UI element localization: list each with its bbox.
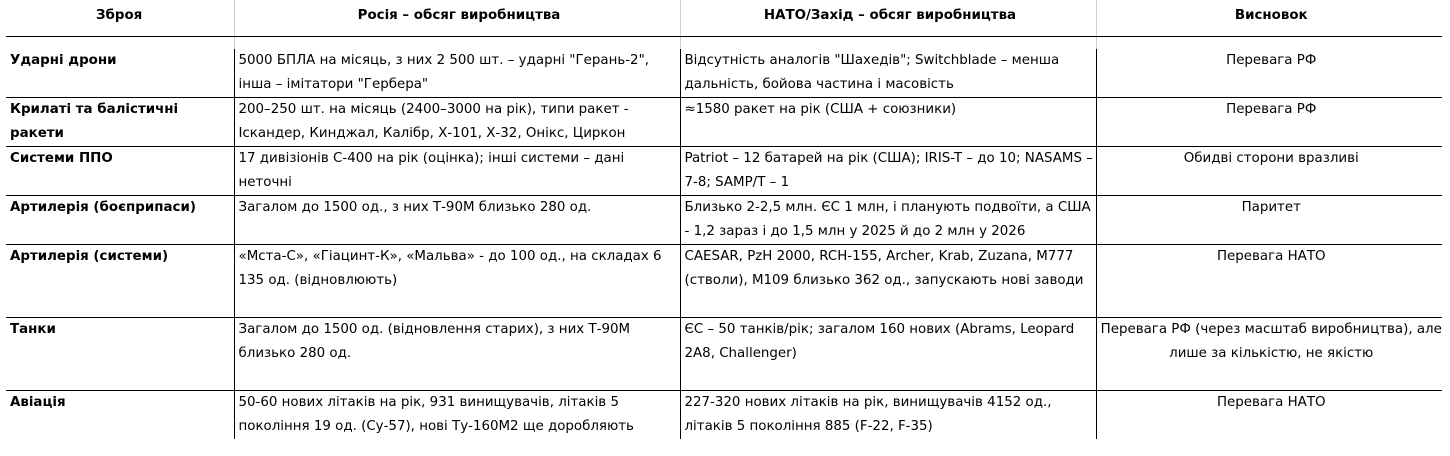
weapon-cell: Авіація — [6, 391, 234, 440]
table-row — [6, 318, 1442, 391]
spacer-row — [6, 37, 1442, 50]
conclusion-cell: Перевага РФ (через масштаб виробництва), але лише за кількістю, не якістю — [1096, 318, 1442, 391]
nato-cell: ЄС – 50 танків/рік; загалом 160 нових (Abrams, Leopard 2A8, Challenger) — [680, 318, 1096, 391]
nato-cell: ≈1580 ракет на рік (США + союзники) — [680, 98, 1096, 147]
russia-cell: 200–250 шт. на місяць (2400–3000 на рік), типи ракет - Іскандер, Кинджал, Калібр, Х-101, Х-32, Онікс, Циркон — [234, 98, 680, 147]
header-row — [6, 0, 1442, 37]
header-conclusion: Висновок — [1096, 0, 1442, 37]
weapon-cell: Артилерія (системи) — [6, 245, 234, 318]
table-row — [6, 49, 1442, 98]
conclusion-cell: Обидві сторони вразливі — [1096, 147, 1442, 196]
table-row — [6, 245, 1442, 318]
table-row — [6, 98, 1442, 147]
weapon-cell: Ударні дрони — [6, 49, 234, 98]
russia-cell: 17 дивізіонів С-400 на рік (оцінка); інші системи – дані неточні — [234, 147, 680, 196]
weapon-cell: Крилаті та балістичні ракети — [6, 98, 234, 147]
conclusion-cell: Перевага НАТО — [1096, 245, 1442, 318]
table-row — [6, 196, 1442, 245]
weapon-cell: Артилерія (боєприпаси) — [6, 196, 234, 245]
nato-cell: 227-320 нових літаків на рік, винищувачів 4152 од., літаків 5 покоління 885 (F-22, F-35) — [680, 391, 1096, 440]
conclusion-cell: Перевага НАТО — [1216, 395, 1326, 410]
header-weapon: Зброя — [6, 0, 234, 37]
nato-cell: Відсутність аналогів "Шахедів"; Switchblade – менша дальність, бойова частина і масовість — [680, 49, 1096, 98]
header-russia: Росія – обсяг виробництва — [234, 0, 680, 37]
russia-cell: 50-60 нових літаків на рік, 931 винищувачів, літаків 5 покоління 19 од. (Су-57), нові Ту-160М2 ще доробляють — [234, 391, 680, 440]
russia-cell: 5000 БПЛА на місяць, з них 2 500 шт. – ударні "Герань-2", інша – імітатори "Гербера" — [234, 49, 680, 98]
table-row — [6, 147, 1442, 196]
russia-cell: Загалом до 1500 од. (відновлення старих), з них Т-90М близько 280 од. — [234, 318, 680, 391]
header-nato: НАТО/Захід – обсяг виробництва — [680, 0, 1096, 37]
nato-cell: Patriot – 12 батарей на рік (США); IRIS-T – до 10; NASAMS – 7-8; SAMP/T – 1 — [680, 147, 1096, 196]
nato-cell: CAESAR, PzH 2000, RCH-155, Archer, Krab, Zuzana, M777 (стволи), M109 близько 362 од., запускають нові заводи — [680, 245, 1096, 318]
weapon-cell: Танки — [6, 318, 234, 391]
russia-cell: «Мста-С», «Гіацинт-К», «Мальва» - до 100 од., на складах 6 135 од. (відновлюють) — [234, 245, 680, 318]
weapon-cell: Системи ППО — [6, 147, 234, 196]
conclusion-cell: Перевага РФ — [1096, 49, 1442, 98]
comparison-table — [6, 0, 1442, 439]
conclusion-cell: Перевага РФ — [1096, 98, 1442, 147]
nato-cell: Близько 2-2,5 млн. ЄС 1 млн, і планують подвоїти, а США - 1,2 зараз і до 1,5 млн у 2025 й до 2 млн у 2026 — [680, 196, 1096, 245]
russia-cell: Загалом до 1500 од., з них Т-90М близько 280 од. — [234, 196, 680, 245]
conclusion-cell: Паритет — [1096, 196, 1442, 245]
table-row — [6, 391, 1442, 440]
